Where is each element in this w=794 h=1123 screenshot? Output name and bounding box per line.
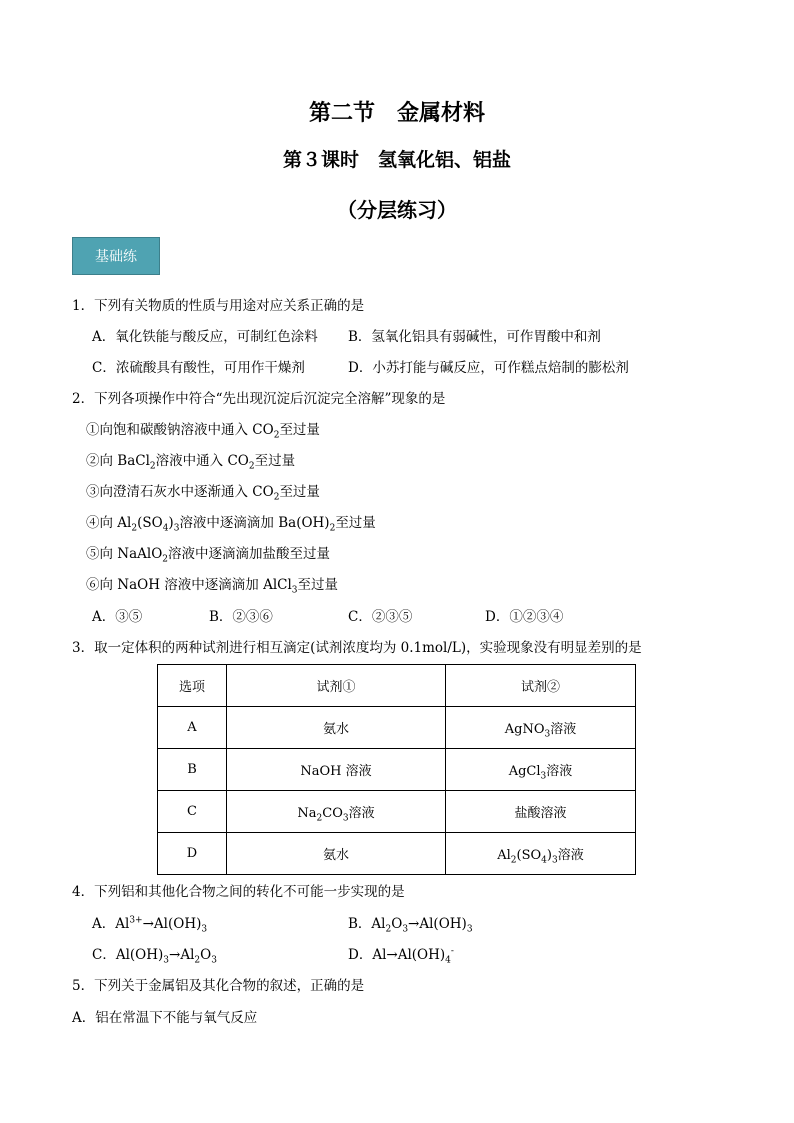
table-cell: 氨水	[227, 833, 446, 875]
table-cell: 氨水	[227, 707, 446, 749]
q1-option-d: D．小苏打能与碱反应，可作糕点焙制的膨松剂	[348, 360, 629, 376]
q4-option-a: A．$Al^{3+}\to Al(OH)_3$	[92, 915, 208, 935]
q2-item-6: ⑥向 NaOH 溶液中逐滴滴加 AlCl$_3$至过量	[86, 577, 339, 596]
table-row	[158, 791, 636, 833]
table-cell: A	[158, 707, 227, 749]
q2-option-c: C．②③⑤	[348, 609, 413, 625]
table-row	[158, 833, 636, 875]
q4-option-b: B．$Al_2O_3\to Al(OH)_3$	[348, 916, 473, 935]
q1-option-a: A．氧化铁能与酸反应，可制红色涂料	[92, 329, 318, 345]
q4-option-c: C．$Al(OH)_3\to Al_2O_3$	[92, 947, 217, 966]
q4-stem: 4．下列铝和其他化合物之间的转化不可能一步实现的是	[72, 884, 405, 900]
q2-item-1: ①向饱和碳酸钠溶液中通入 $CO_2$至过量	[86, 422, 320, 441]
table-cell: AgCl$_3$溶液	[446, 749, 636, 791]
q5-option-a: A．铝在常温下不能与氧气反应	[72, 1010, 258, 1026]
chapter-title: 第二节 金属材料	[308, 101, 485, 126]
lesson-title: 第３课时 氢氧化铝、铝盐	[282, 149, 511, 171]
table-row	[158, 707, 636, 749]
table-cell: 试剂②	[446, 665, 636, 707]
reagent-table	[157, 664, 636, 875]
q3-stem: 3．取一定体积的两种试剂进行相互滴定(试剂浓度均为 0.1mol/L)，实验现象没有明显差别的是	[72, 640, 642, 656]
table-cell: $Na_2CO_3$溶液	[227, 791, 446, 833]
table-cell: 盐酸溶液	[446, 791, 636, 833]
table-cell: C	[158, 791, 227, 833]
table-cell: 试剂①	[227, 665, 446, 707]
q1-stem: 1．下列有关物质的性质与用途对应关系正确的是	[72, 298, 365, 314]
table-cell: $Al_2(SO_4)_3$溶液	[446, 833, 636, 875]
q1-option-b: B．氢氧化铝具有弱碱性，可作胃酸中和剂	[348, 329, 601, 345]
q4-option-d: D．$Al\to Al(OH)_4^-$	[348, 946, 454, 966]
practice-label: （分层练习）	[337, 198, 457, 222]
table-cell: B	[158, 749, 227, 791]
q2-option-a: A．③⑤	[92, 609, 143, 625]
q5-stem: 5．下列关于金属铝及其化合物的叙述，正确的是	[72, 978, 365, 994]
table-row	[158, 749, 636, 791]
badge-label: 基础练	[95, 249, 137, 265]
table-cell: NaOH 溶液	[227, 749, 446, 791]
table-cell: AgNO$_3$溶液	[446, 707, 636, 749]
q2-item-5: ⑤向 NaAlO$_2$溶液中逐滴滴加盐酸至过量	[86, 546, 331, 565]
table-cell: D	[158, 833, 227, 875]
q2-option-d: D．①②③④	[485, 609, 564, 625]
q2-option-b: B．②③⑥	[209, 609, 273, 625]
q1-option-c: C．浓硫酸具有酸性，可用作干燥剂	[92, 360, 305, 376]
table-cell: 选项	[158, 665, 227, 707]
q2-stem: 2．下列各项操作中符合“先出现沉淀后沉淀完全溶解”现象的是	[72, 391, 446, 407]
table-header-row	[158, 665, 636, 707]
q2-item-3: ③向澄清石灰水中逐渐通入 $CO_2$至过量	[86, 484, 320, 503]
basic-practice-badge	[72, 237, 160, 275]
q2-item-2: ②向 BaCl$_2$溶液中通入 $CO_2$至过量	[86, 453, 296, 472]
q2-item-4: ④向 $Al_2(SO_4)_3$溶液中逐滴滴加 $Ba(OH)_2$至过量	[86, 515, 376, 534]
